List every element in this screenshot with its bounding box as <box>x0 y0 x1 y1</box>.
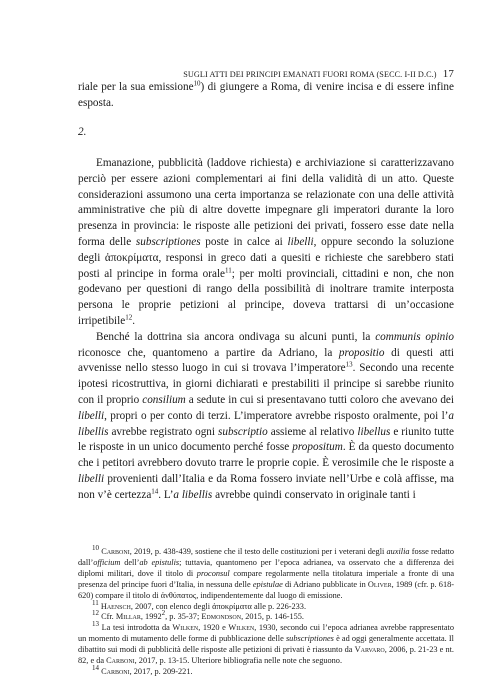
text-run: , 1920 e <box>198 623 229 633</box>
italic-term: officium <box>93 557 121 567</box>
italic-term: subscriptiones <box>285 634 334 644</box>
text-run: è ad oggi generalmente accettata. Il dibattito sui modi di pubblicità delle risposte alle petizioni di privati è riassunto da <box>78 634 454 655</box>
italic-term: a libellis <box>173 488 213 501</box>
footnote-number: 14 <box>92 664 99 673</box>
text-run: avrebbe registrato ogni <box>108 425 218 438</box>
text-run: Emanazione, pubblicità (laddove richiesta) e archiviazione si caratterizzavano perciò per essere azioni complementari ai fini della validità di un atto. Queste considerazioni assumono una certa importanza se relazionate con una delle attività amministrative che più di altre dovette impegnare gli imperatori durante la loro presenza in provincia: le risposte alle petizioni dei privati, fossero esse date nella forma delle <box>78 157 454 248</box>
text-run: e riunito tutte le risposte in un unico documento perché fosse <box>78 425 454 454</box>
text-run: ; tuttavia, quantomeno per l’epoca adrianea, va osservato che a differenza dei diplomi militari, dove il titolo di <box>78 557 455 578</box>
text-run: riale per la sua emissione <box>78 81 194 93</box>
footnote-ref[interactable]: 10 <box>193 79 201 88</box>
italic-term: propositio <box>338 346 385 359</box>
footnote-ref[interactable]: 13 <box>345 360 353 369</box>
italic-term: libelli <box>78 409 105 422</box>
paragraph <box>78 330 454 504</box>
author-name: Carboni <box>106 656 135 666</box>
footnote-14 <box>78 664 454 678</box>
footnote-ref[interactable]: 11 <box>225 265 232 274</box>
italic-term: libelli <box>287 235 314 248</box>
text-run: fosse redatto dall’ <box>78 547 454 567</box>
text-run: ; per molti provinciali, cittadini e non, che non godevano per questioni di rango della possibilità di inoltrare tramite interposta persona le proprie petizioni al principe, doveva trattarsi di un’occasione irripetibile <box>78 267 454 327</box>
author-name: Varvaro <box>354 645 385 655</box>
page-number: 17 <box>442 68 454 80</box>
text-run: provenienti dall’Italia e da Roma fossero inviate nell’Urbe e colà affisse, ma non v’è certezza <box>78 472 454 501</box>
text-run: , 1992 <box>140 612 162 622</box>
text-run: ) di giungere a Roma, di venire incisa e di essere infine esposta. <box>78 81 454 109</box>
footnote-number: 12 <box>92 609 99 618</box>
author-name: Edmondson <box>201 612 242 622</box>
author-name: Wilken <box>228 623 255 633</box>
footnote-ref[interactable]: 12 <box>125 313 133 322</box>
text-run: , p. 35-37; <box>165 612 202 622</box>
text-run: assieme al relativo <box>267 425 358 438</box>
author-name: Carboni <box>101 666 130 676</box>
footnote-number: 13 <box>92 620 99 629</box>
italic-term: a libellis <box>78 409 454 438</box>
italic-term: libellus <box>357 425 391 438</box>
footnote-12 <box>78 609 454 623</box>
footnote-10 <box>78 544 455 602</box>
text-run: , 2019, p. 438-439, sostiene che il testo delle costituzioni per i veterani degli <box>129 547 387 556</box>
text-run: riconosce che, quantomeno a partire da Adriano, la <box>78 346 339 359</box>
text-run: , 1989 (cfr. p. 618-620) compare il titolo di ἀνθύπατος, indipendentemente dal luogo di emissione. <box>78 579 455 600</box>
italic-term: proconsul <box>196 568 230 578</box>
author-name: Wilken <box>172 623 199 633</box>
author-name: Carboni <box>101 547 130 556</box>
italic-term: auxilia <box>386 547 410 556</box>
edition-superscript: 2 <box>161 609 166 618</box>
footnote-11 <box>78 598 454 613</box>
text-run: avrebbe quindi conservato in originale tanti i <box>212 488 416 501</box>
text-run: Cfr. <box>101 612 116 622</box>
italic-term: epistulae <box>252 579 283 589</box>
text-run: . È da questo documento che i petitori avrebbero dovuto trarre le proprie copie. È verosimile che le risposte a <box>78 441 454 470</box>
text-run: a sedute in cui si presentavano tutti coloro che avevano dei <box>185 393 454 406</box>
main-text <box>78 156 454 504</box>
text-run: , oppure secondo la soluzione degli ἀποκρίματα, responsi in greco dati a quesiti e richieste che sarebbero stati posti al principe in forma orale <box>78 235 454 280</box>
text-run: , 2006, p. 21-23 e nt. 82, e da <box>78 645 454 666</box>
text-run: , 2015, p. 146-155. <box>241 612 304 622</box>
running-header <box>78 68 454 80</box>
text-run: , 2017, p. 209-221. <box>129 666 193 676</box>
footnote-ref[interactable]: 14 <box>151 487 159 495</box>
paragraph <box>78 156 454 330</box>
italic-term: subscriptiones <box>135 235 201 248</box>
text-run: , 1930, secondo cui l’epoca adrianea avrebbe rappresentato un momento di mutamento delle forme di pubblicazione delle <box>78 623 454 644</box>
italic-term: consilium <box>142 393 186 406</box>
footnote-number: 11 <box>92 598 99 607</box>
author-name: Oliver <box>367 579 392 589</box>
text-run: . <box>132 314 136 327</box>
text-run: compare regolarmente nella titolatura imperiale a fronte di una presenza del principe fuori d’Italia, in nessuna delle <box>78 568 454 589</box>
text-run: poste in calce ai <box>200 235 288 248</box>
text-run: . L’ <box>158 488 174 501</box>
text-run: , 2017, p. 13-15. Ulteriore bibliografia nelle note che seguono. <box>134 656 343 666</box>
text-run: di questi atti avvenisse nello stesso luogo in cui si trovava l’imperatore <box>78 346 455 375</box>
top-paragraph <box>78 80 454 112</box>
text-run: La tesi introdotta da <box>101 623 173 633</box>
italic-term: libelli <box>78 472 105 485</box>
author-name: Haensch <box>100 601 131 611</box>
author-name: Millar <box>115 612 141 622</box>
italic-term: ab epistulis <box>139 557 180 567</box>
text-run: dell’ <box>120 557 140 567</box>
text-run: , propri o per conto di terzi. L’imperatore avrebbe risposto oralmente, poi l’ <box>104 409 449 422</box>
running-title: SUGLI ATTI DEI PRINCIPI EMANATI FUORI ROMA (SECC. I-II D.C.) <box>183 70 437 79</box>
footnotes <box>78 544 455 678</box>
text-run: Benché la dottrina sia ancora ondivaga su alcuni punti, la <box>96 330 376 343</box>
italic-term: communis opinio <box>375 330 454 343</box>
text-run: , 2007, con elenco degli ἀποκρίματα alle p. 226-233. <box>130 601 307 611</box>
text-run: . Secondo una recente ipotesi ricostruttiva, in giorni dichiarati e prestabiliti il principe si sarebbe riunito con il proprio <box>78 362 454 406</box>
section-number: 2. <box>78 126 87 138</box>
italic-term: subscriptio <box>218 425 268 438</box>
footnote-13 <box>78 620 454 667</box>
footnote-number: 10 <box>92 544 99 553</box>
text-run: di Adriano pubblicate in <box>282 579 368 589</box>
italic-term: propositum <box>292 441 343 454</box>
